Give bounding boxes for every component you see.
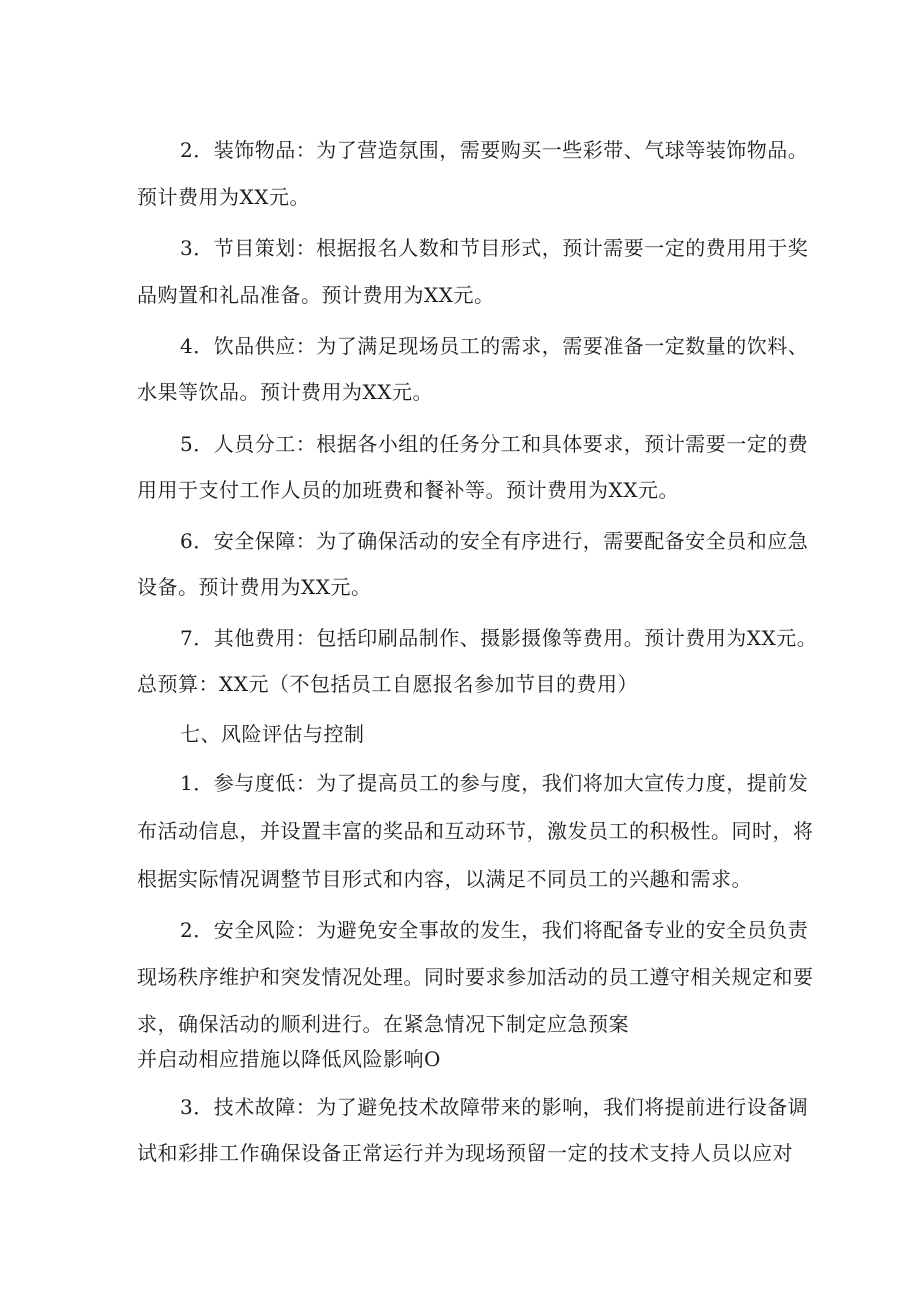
paragraph-line: 1．参与度低：为了提高员工的参与度，我们将加大宣传力度，提前发 (180, 771, 809, 795)
budget-total: 总预算：XX元（不包括员工自愿报名参加节目的费用） (137, 672, 638, 696)
paragraph-line: 3．技术故障：为了避免技术故障带来的影响，我们将提前进行设备调 (180, 1095, 809, 1119)
paragraph-line: 2．装饰物品：为了营造氛围，需要购买一些彩带、气球等装饰物品。 (180, 138, 809, 162)
paragraph-line: 并启动相应措施以降低风险影响O (137, 1047, 441, 1071)
paragraph-line: 设备。预计费用为XX元。 (137, 575, 372, 599)
paragraph-line: 4．饮品供应：为了满足现场员工的需求，需要准备一定数量的饮料、 (180, 334, 809, 358)
paragraph-line: 3．节目策划：根据报名人数和节目形式，预计需要一定的费用用于奖 (180, 236, 809, 260)
paragraph-line: 品购置和礼品准备。预计费用为XX元。 (137, 283, 495, 307)
paragraph-line: 用用于支付工作人员的加班费和餐补等。预计费用为XX元。 (137, 478, 679, 502)
paragraph-line: 5．人员分工：根据各小组的任务分工和具体要求，预计需要一定的费 (180, 432, 809, 456)
paragraph-line: 预计费用为XX元。 (137, 185, 310, 209)
paragraph-line: 求，确保活动的顺利进行。在紧急情况下制定应急预案 (137, 1012, 629, 1036)
paragraph-line: 水果等饮品。预计费用为XX元。 (137, 380, 433, 404)
paragraph-line: 根据实际情况调整节目形式和内容，以满足不同员工的兴趣和需求。 (137, 867, 752, 891)
section-heading: 七、风险评估与控制 (180, 722, 365, 746)
paragraph-line: 2．安全风险：为避免安全事故的发生，我们将配备专业的安全员负责 (180, 918, 809, 942)
paragraph-line: 现场秩序维护和突发情况处理。同时要求参加活动的员工遵守相关规定和要 (137, 965, 814, 989)
paragraph-line: 布活动信息，并设置丰富的奖品和互动环节，激发员工的积极性。同时，将 (137, 819, 814, 843)
paragraph-line: 7．其他费用：包括印刷品制作、摄影摄像等费用。预计费用为XX元。 (180, 626, 818, 650)
paragraph-line: 试和彩排工作确保设备正常运行并为现场预留一定的技术支持人员以应对 (137, 1141, 793, 1165)
paragraph-line: 6．安全保障：为了确保活动的安全有序进行，需要配备安全员和应急 (180, 529, 809, 553)
